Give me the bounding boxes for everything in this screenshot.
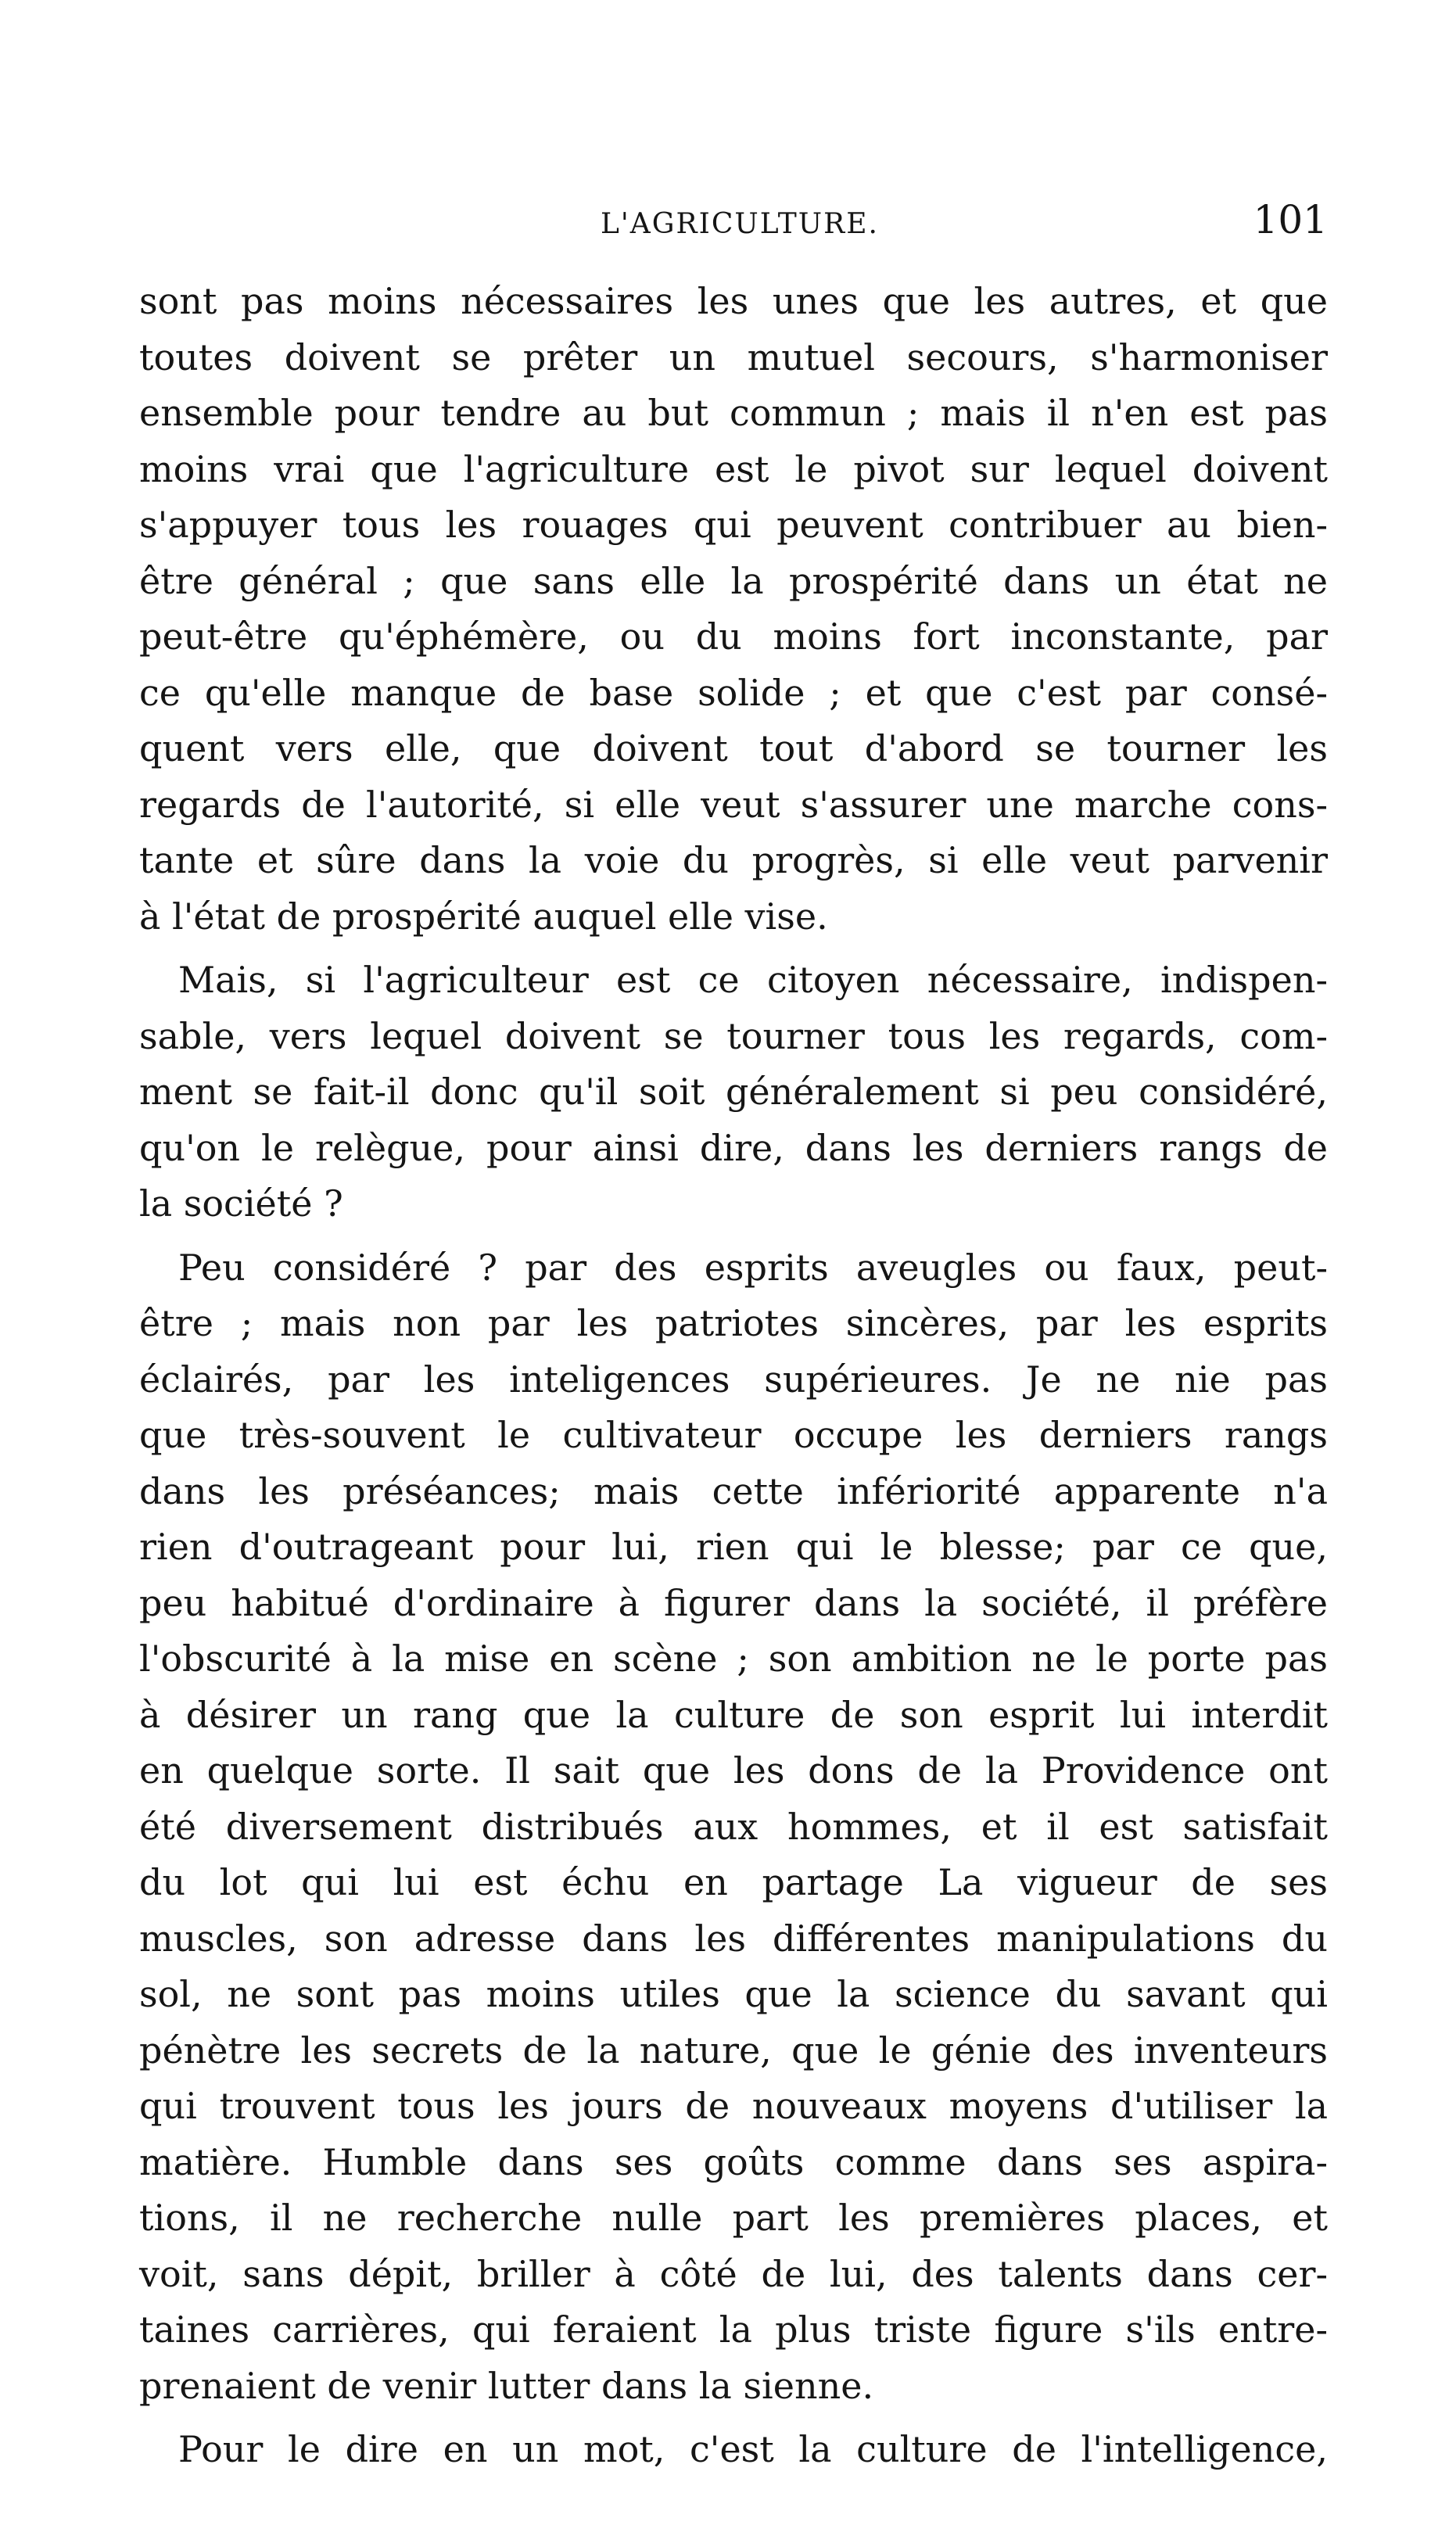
text-line: qui trouvent tous les jours de nouveaux moyens d'utiliser la	[139, 2085, 1328, 2127]
text-line: ment se fait-il donc qu'il soit généralement si peu considéré,	[139, 1071, 1328, 1113]
text-line: à l'état de prospérité auquel elle vise.	[139, 895, 828, 938]
text-line: la société ?	[139, 1182, 343, 1225]
text-line: matière. Humble dans ses goûts comme dans ses aspira-	[139, 2140, 1328, 2183]
text-line: Pour le dire en un mot, c'est la culture de l'intelligence,	[178, 2428, 1328, 2470]
text-line: ensemble pour tendre au but commun ; mais il n'en est pas	[139, 392, 1328, 434]
text-line: peut-être qu'éphémère, ou du moins fort inconstante, par	[139, 615, 1328, 658]
text-line: prenaient de venir lutter dans la sienne.	[139, 2364, 874, 2407]
text-line: moins vrai que l'agriculture est le pivot sur lequel doivent	[139, 447, 1328, 490]
text-line: que très-souvent le cultivateur occupe les derniers rangs	[139, 1414, 1328, 1456]
text-line: sont pas moins nécessaires les unes que les autres, et que	[139, 280, 1328, 322]
running-title: L'AGRICULTURE.	[601, 208, 879, 240]
text-line: toutes doivent se prêter un mutuel secours, s'harmoniser	[139, 335, 1328, 378]
text-line: en quelque sorte. Il sait que les dons de la Providence ont	[139, 1749, 1328, 1792]
body-text	[139, 274, 1328, 2486]
paragraph	[139, 2422, 1328, 2478]
text-line: rien d'outrageant pour lui, rien qui le blesse; par ce que,	[139, 1526, 1328, 1568]
text-line: regards de l'autorité, si elle veut s'assurer une marche cons-	[139, 783, 1328, 826]
text-line: à désirer un rang que la culture de son esprit lui interdit	[139, 1693, 1328, 1736]
page-header	[139, 197, 1328, 252]
text-line: peu habitué d'ordinaire à figurer dans la société, il préfère	[139, 1581, 1328, 1624]
text-line: Mais, si l'agriculteur est ce citoyen nécessaire, indispen-	[178, 959, 1328, 1001]
text-line: sable, vers lequel doivent se tourner tous les regards, com-	[139, 1014, 1328, 1057]
text-line: l'obscurité à la mise en scène ; son ambition ne le porte pas	[139, 1637, 1328, 1680]
text-line: quent vers elle, que doivent tout d'abord se tourner les	[139, 727, 1328, 769]
paragraph	[139, 1240, 1328, 2415]
page-number: 101	[1253, 197, 1328, 242]
text-line: sol, ne sont pas moins utiles que la science du savant qui	[139, 1973, 1328, 2015]
paragraph	[139, 274, 1328, 945]
text-line: du lot qui lui est échu en partage La vigueur de ses	[139, 1861, 1328, 1903]
text-line: tions, il ne recherche nulle part les premières places, et	[139, 2197, 1328, 2239]
text-line: été diversement distribués aux hommes, et il est satisfait	[139, 1805, 1328, 1848]
paragraph	[139, 952, 1328, 1232]
text-line: qu'on le relègue, pour ainsi dire, dans les derniers rangs de	[139, 1126, 1328, 1169]
text-line: dans les préséances; mais cette infériorité apparente n'a	[139, 1469, 1328, 1512]
text-line: voit, sans dépit, briller à côté de lui, des talents dans cer-	[139, 2252, 1328, 2295]
text-line: ce qu'elle manque de base solide ; et que c'est par consé-	[139, 671, 1328, 714]
text-line: muscles, son adresse dans les différentes manipulations du	[139, 1917, 1328, 1960]
text-line: être général ; que sans elle la prospérité dans un état ne	[139, 559, 1328, 602]
text-line: pénètre les secrets de la nature, que le génie des inventeurs	[139, 2028, 1328, 2071]
text-line: tante et sûre dans la voie du progrès, si elle veut parvenir	[139, 839, 1328, 881]
text-line: taines carrières, qui feraient la plus triste figure s'ils entre-	[139, 2308, 1328, 2351]
text-line: être ; mais non par les patriotes sincères, par les esprits	[139, 1302, 1328, 1344]
text-line: s'appuyer tous les rouages qui peuvent contribuer au bien-	[139, 504, 1328, 546]
text-line: éclairés, par les inteligences supérieures. Je ne nie pas	[139, 1358, 1328, 1401]
text-line: Peu considéré ? par des esprits aveugles ou faux, peut-	[178, 1246, 1328, 1289]
